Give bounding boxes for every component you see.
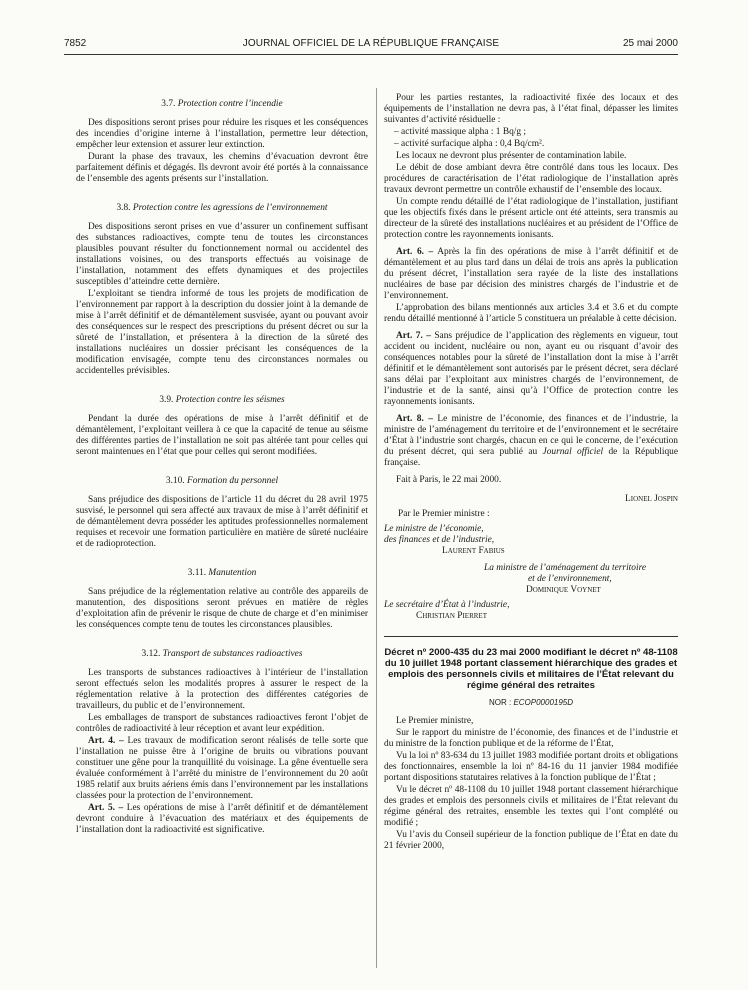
signature-prime-minister: Lionel Jospin xyxy=(625,494,678,504)
paragraph: Des dispositions seront prises en vue d’assurer un confinement suffisant des substances radioactives, compte tenu de toutes les circonstances plausibles pouvant résulter du fonctionnement normal ou accidentel des installations voisines, ou des transports effectués au voisinage de l’installation, notamment des effets dynamiques et des projectiles susceptibles d’atteindre cette dernière. xyxy=(76,222,368,287)
paragraph: Pendant la durée des opérations de mise à l’arrêt définitif et de démantèlement, l’exploitant veillera à ce que la capacité de tenue au séisme des différentes parties de l’installation ne soit pas altérée tant pour celles qui seront maintenues en l’état que pour celles qui seront modifiées. xyxy=(76,414,368,457)
paragraph: Un compte rendu détaillé de l’état radiologique de l’installation, justifiant que les objectifs fixés dans le présent article ont été atteints, sera transmis au directeur de la sûreté des installations nucléaires et au président de l’Office de protection contre les rayonnements ionisants. xyxy=(384,197,678,240)
decree-title: Décret nº 2000-435 du 23 mai 2000 modifiant le décret nº 48-1108 du 10 juillet 1948 portant classement hiérarchique des grades et emplois des personnels civils et militaires de l’État relevant du régime général des retraites xyxy=(384,647,678,691)
paragraph: L’exploitant se tiendra informé de tous les projets de modification de l’environnement par rapport à la description du dossier joint à la demande de mise à l’arrêt définitif et de démantèlement susvisée, ayant ou pouvant avoir des conséquences sur le respect des prescriptions du présent décret ou sur la sûreté de l’installation, et présentera à la direction de la sûreté des installations nucléaires un dossier précisant les conséquences de la modification envisagée, compte tenu des circonstances normales ou accidentelles prévisibles. xyxy=(76,289,368,376)
issue-date: 25 mai 2000 xyxy=(622,38,678,49)
section-heading: 3.11. Manutention xyxy=(187,568,257,578)
paragraph: Les transports de substances radioactives à l’intérieur de l’installation seront effectués selon les modalités propres à assurer le respect de la réglementation relative à la protection des différentes catégories de travailleurs, du public et de l’environnement. xyxy=(76,668,368,711)
paragraph: Les emballages de transport de substances radioactives feront l’objet de contrôles de radioactivité à leur réception et avant leur expédition. xyxy=(76,713,368,734)
paragraph: Sans préjudice des dispositions de l’article 11 du décret du 28 avril 1975 susvisé, le personnel qui sera affecté aux travaux de mise à l’arrêt définitif et de démantèlement devra posséder les aptitudes professionnelles normalement requises et recevoir une formation particulière en matière de sûreté nucléaire et de radioprotection. xyxy=(76,495,368,549)
article-4: Art. 4. – Les travaux de modification seront réalisés de telle sorte que l’installation ne puisse être à l’origine de bruits ou vibrations pouvant constituer une gêne pour la tranquillité du voisinage. La gêne éventuelle sera évaluée conformément à l’arrêté du ministre de l’environnement du 20 août 1985 relatif aux bruits aériens émis dans l’environnement par les installations classées pour la protection de l’environnement. xyxy=(76,736,368,801)
page-number: 7852 xyxy=(64,38,87,49)
section-heading: 3.12. Transport de substances radioactives xyxy=(141,649,303,659)
paragraph: Le débit de dose ambiant devra être contrôlé dans tous les locaux. Des procédures de caractérisation de l’état radiologique de l’installation après travaux devront permettre un contrôle exhaustif de l’ensemble des locaux. xyxy=(384,163,678,195)
paragraph: L’approbation des bilans mentionnés aux articles 3.4 et 3.6 et du compte rendu détaillé mentionné à l’article 5 constituera un préalable à cette décision. xyxy=(384,303,678,324)
section-heading: 3.8. Protection contre les agressions de l’environnement xyxy=(116,203,328,213)
section-heading: 3.10. Formation du personnel xyxy=(165,476,279,486)
signature-block-industry: Le secrétaire d’État à l’industrie, Christian Pierret xyxy=(384,600,510,621)
paragraph: Pour les parties restantes, la radioactivité fixée des locaux et des équipements de l’installation ne devra pas, à l’état final, dépasser les limites suivantes d’activité résiduelle : xyxy=(384,93,678,125)
paragraph: Durant la phase des travaux, les chemins d’évacuation devront être parfaitement définis et dégagés. Ils devront avoir été portés à la connaissance de l’ensemble des agents présents sur l’installation. xyxy=(76,152,368,184)
article-7: Art. 7. – Sans préjudice de l’application des règlements en vigueur, tout accident ou incident, nucléaire ou non, ayant eu ou risquant d’avoir des conséquences notables pour la sûreté de l’installation dont la mise à l’arrêt définitif et le démantèlement sont autorisés par le présent décret, sera déclaré sans délai par l’exploitant aux ministres chargés de l’environnement, de l’industrie et de la santé, ainsi qu’à l’Office de protection contre les rayonnements ionisants. xyxy=(384,331,678,407)
page-header xyxy=(64,38,678,55)
left-column xyxy=(76,90,368,837)
signature-block-environment: La ministre de l’aménagement du territoire et de l’environnement, Dominique Voynet xyxy=(484,563,647,595)
list-item: – activité surfacique alpha : 0,4 Bq/cm². xyxy=(394,139,545,149)
section-heading: 3.7. Protection contre l’incendie xyxy=(161,99,283,109)
paragraph: Vu la loi nº 83-634 du 13 juillet 1983 modifiée portant droits et obligations des fonctionnaires, ensemble la loi nº 84-16 du 11 janvier 1984 modifiée portant dispositions statutaires relatives à la fonction publique de l’État ; xyxy=(384,751,678,783)
paragraph: Sur le rapport du ministre de l’économie, des finances et de l’industrie et du ministre de la fonction publique et de la réforme de l’État, xyxy=(384,728,678,749)
separator-rule xyxy=(384,636,678,637)
signature-intro: Par le Premier ministre : xyxy=(398,509,490,519)
paragraph: Vu le décret nº 48-1108 du 10 juillet 1948 portant classement hiérarchique des grades et emplois des personnels civils et militaires de l’État relevant du régime général des retraites, ensemble les textes qui l’ont complété ou modifié ; xyxy=(384,785,678,828)
signature-place-date: Fait à Paris, le 22 mai 2000. xyxy=(396,475,502,485)
paragraph: Sans préjudice de la réglementation relative au contrôle des appareils de manutention, des dispositions seront prévues en matière de règles d’exploitation afin de prévenir le risque de chute de charge et d’en minimiser les conséquences compte tenu de toutes les circonstances plausibles. xyxy=(76,587,368,630)
column-divider xyxy=(376,88,377,968)
nor-reference: NOR : ECOP0000195D xyxy=(488,698,574,707)
article-8: Art. 8. – Le ministre de l’économie, des finances et de l’industrie, la ministre de l’aménagement du territoire et de l’environnement et le secrétaire d’État à l’industrie sont chargés, chacun en ce qui le concerne, de l’exécution du présent décret, qui sera publié au Journal officiel de la République française. xyxy=(384,414,678,468)
paragraph: Le Premier ministre, xyxy=(396,716,474,726)
paragraph: Les locaux ne devront plus présenter de contamination labile. xyxy=(396,151,627,161)
paragraph: Des dispositions seront prises pour réduire les risques et les conséquences des incendies d’origine interne à l’installation, permettre leur détection, empêcher leur extension et assurer leur extinction. xyxy=(76,118,368,150)
article-5: Art. 5. – Les opérations de mise à l’arrêt définitif et de démantèlement devront conduire à l’évacuation des matériaux et des équipements de l’installation dont la radioactivité est significative. xyxy=(76,803,368,835)
signature-block-economy: Le ministre de l’économie, des finances et de l’industrie, Laurent Fabius xyxy=(384,524,505,556)
journal-title: JOURNAL OFFICIEL DE LA RÉPUBLIQUE FRANÇAISE xyxy=(242,38,500,49)
section-heading: 3.9. Protection contre les séismes xyxy=(159,395,285,405)
article-6: Art. 6. – Après la fin des opérations de mise à l’arrêt définitif et de démantèlement et au plus tard dans un délai de trois ans après la publication du présent décret, l’installation sera rayée de la liste des installations nucléaires de base par décision des ministres chargés de l’industrie et de l’environnement. xyxy=(384,247,678,301)
paragraph: Vu l’avis du Conseil supérieur de la fonction publique de l’État en date du 21 février 2000, xyxy=(384,830,678,851)
list-item: – activité massique alpha : 1 Bq/g ; xyxy=(394,127,527,137)
right-column xyxy=(384,93,678,853)
